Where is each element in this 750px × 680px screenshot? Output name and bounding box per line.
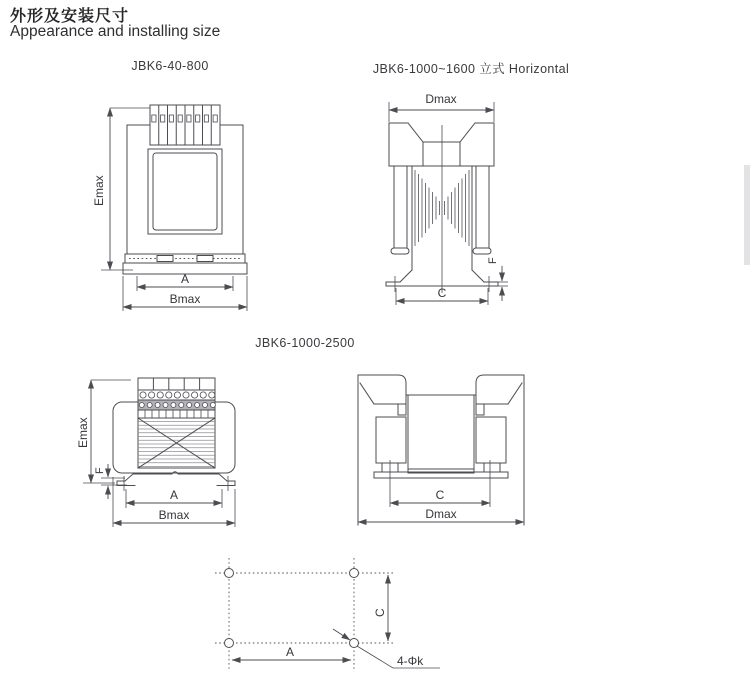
fig2-top-yoke — [389, 123, 494, 166]
fig5-c-dimension — [373, 575, 388, 641]
fig4-dmax-label: Dmax — [425, 507, 457, 521]
fig5-c-label: C — [373, 608, 387, 617]
fig3-a-dimension — [126, 488, 222, 508]
fig1-emax-dimension — [92, 108, 151, 270]
fig1-base — [123, 254, 247, 274]
fig2-coil-winding — [412, 125, 472, 293]
fig4-c-dimension — [390, 484, 490, 507]
fig2-caption: JBK6-1000~1600 立式 Horizontal — [372, 62, 570, 76]
fig3-bmax-dimension — [113, 477, 235, 527]
fig5-mounting-holes — [225, 569, 359, 648]
page-title-english: Appearance and installing size — [10, 23, 221, 40]
fig4-core — [406, 395, 476, 473]
mounting-hole-pattern-drawing — [205, 556, 450, 678]
right-edge-artifact — [744, 165, 750, 265]
fig1-a-label: A — [180, 272, 190, 286]
fig3-coil-hatch-area — [138, 418, 215, 468]
fig2-side-view-drawing — [338, 88, 510, 312]
page-title-chinese: 外形及安装尺寸 — [10, 8, 130, 25]
fig3-side-view-drawing — [350, 372, 535, 530]
fig1-a-dimension — [137, 272, 233, 291]
fig2-dmax-label: Dmax — [425, 92, 457, 106]
fig5-a-dimension — [232, 645, 351, 660]
fig3-front-view-drawing — [75, 372, 255, 534]
fig3-caption: JBK6-1000-2500 — [255, 336, 355, 350]
fig2-f-label: F — [487, 257, 499, 264]
fig5-centerlines — [215, 558, 395, 670]
fig3-emax-label: Emax — [76, 417, 90, 448]
fig1-emax-label: Emax — [92, 175, 106, 206]
fig3-bmax-label: Bmax — [158, 508, 190, 522]
fig2-dmax-dimension — [389, 92, 494, 122]
fig2-f-dimension — [487, 257, 508, 301]
fig1-front-view-drawing — [85, 92, 255, 320]
fig2-core-legs — [391, 166, 491, 254]
fig4-c-label: C — [435, 488, 445, 502]
fig3-terminal-block — [138, 378, 215, 418]
fig1-caption: JBK6-40-800 — [131, 59, 209, 73]
fig4-base-plate — [374, 460, 508, 484]
fig1-terminal-strip — [150, 105, 220, 145]
fig2-c-dimension — [396, 286, 488, 305]
fig1-bmax-label: Bmax — [169, 292, 201, 306]
fig3-a-label: A — [169, 488, 179, 502]
fig5-hole-callout-label: 4-Φk — [397, 654, 424, 668]
fig5-hole-callout — [333, 629, 440, 668]
fig2-c-label: C — [437, 286, 447, 300]
fig3-f-label: F — [94, 467, 106, 474]
fig4-outer-shell — [358, 375, 524, 525]
fig4-coil-blocks — [376, 417, 506, 472]
fig5-a-label: A — [285, 645, 295, 659]
fig4-dmax-dimension — [358, 507, 524, 522]
